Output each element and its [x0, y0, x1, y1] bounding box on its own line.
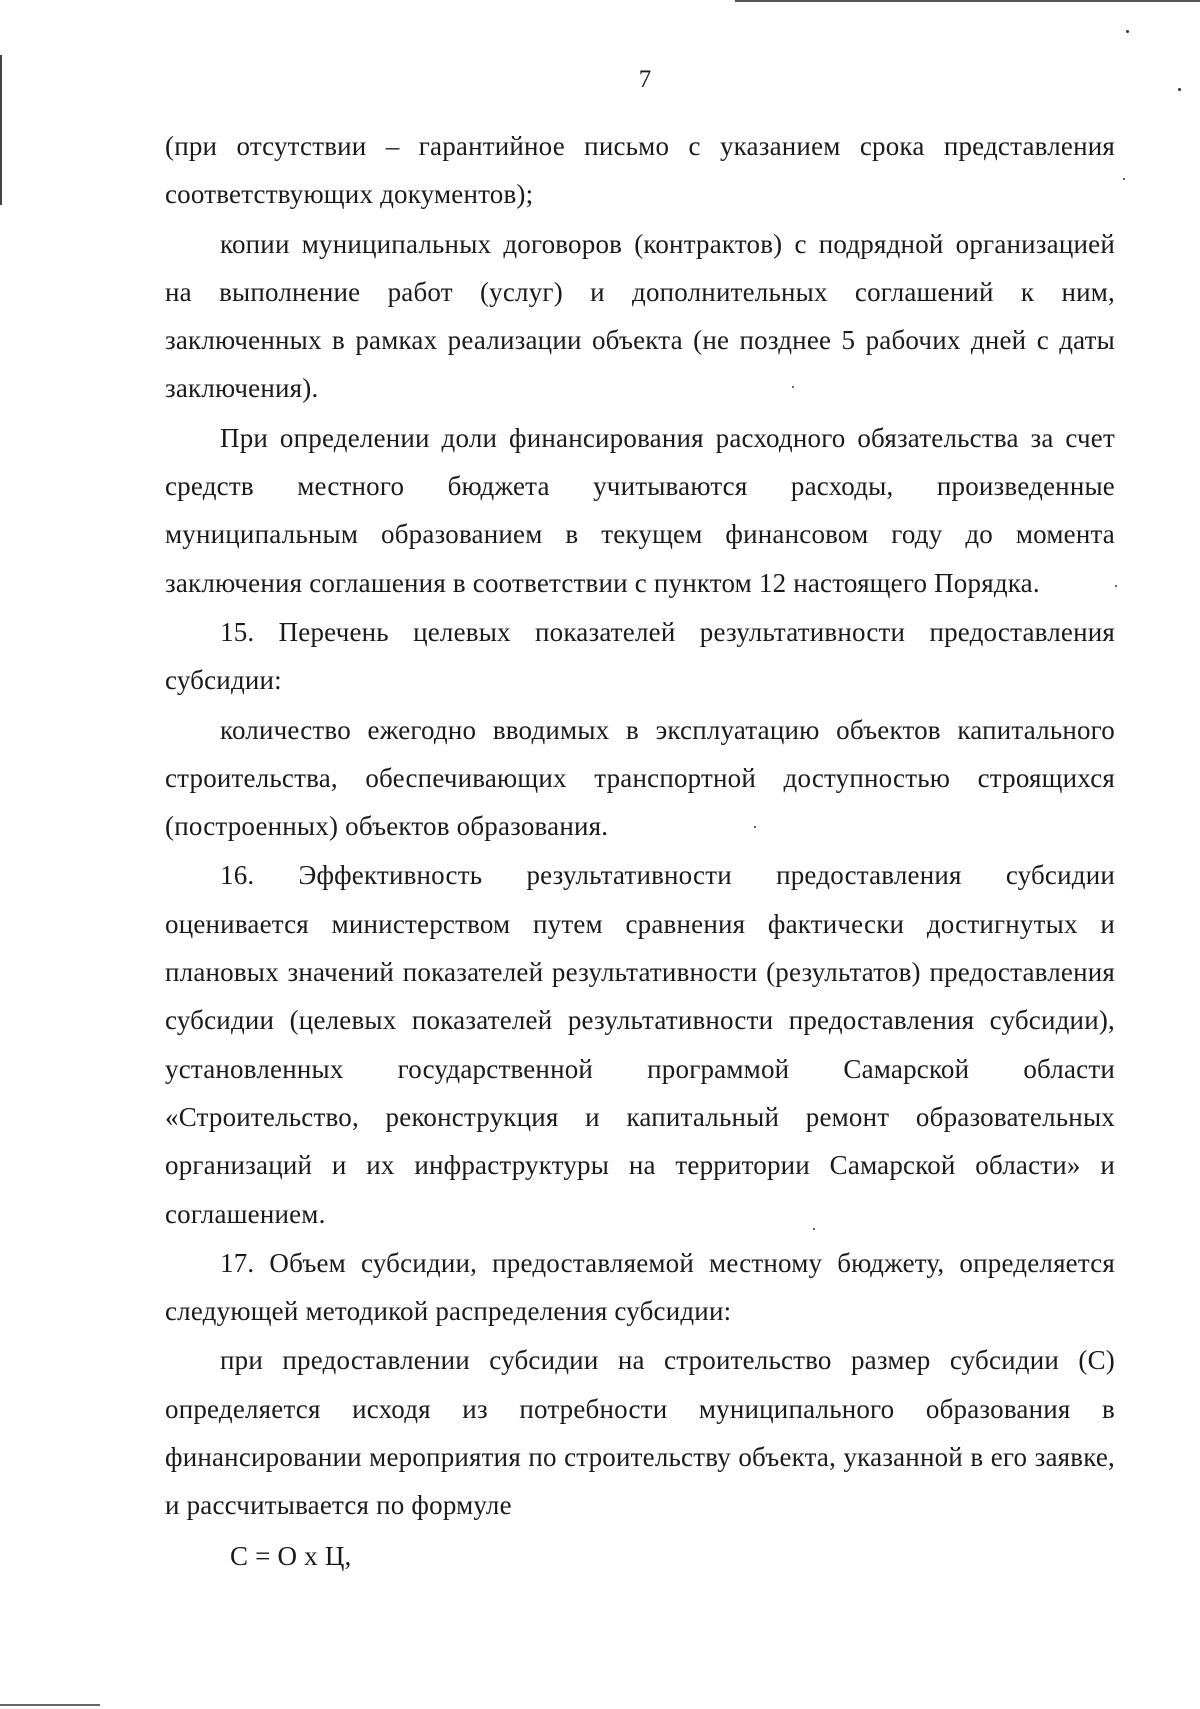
scan-edge-line: [0, 1704, 100, 1706]
scan-speck: [1126, 30, 1129, 33]
scan-speck: [1115, 585, 1117, 587]
formula: С = О х Ц,: [230, 1540, 352, 1571]
paragraph: копии муниципальных договоров (контрактов) с подрядной организацией на выполнение работ (услуг) и дополнительных соглашений к ним, заключенных в рамках реализации объекта (не позднее 5 рабочих дней с даты заключения).: [165, 228, 1115, 404]
paragraph: 15. Перечень целевых показателей результативности предоставления субсидии:: [165, 616, 1115, 696]
paragraph: количество ежегодно вводимых в эксплуатацию объектов капитального строительства, обеспечивающих транспортной доступностью строящихся (построенных) объектов образования.: [165, 714, 1115, 842]
paragraph: 16. Эффективность результативности предоставления субсидии оценивается министерством путем сравнения фактически достигнутых и плановых значений показателей результативности (результатов) предоставления субсидии (целевых показателей результативности предоставления субсидии), установленных государственной программой Самарской области «Строительство, реконструкция и капитальный ремонт образовательных организаций и их инфраструктуры на территории Самарской области» и соглашением.: [165, 860, 1115, 1229]
paragraph: (при отсутствии – гарантийное письмо с указанием срока представления соответствующих документов);: [165, 131, 1115, 210]
scan-edge-line: [735, 0, 1200, 2]
paragraph: При определении доли финансирования расходного обязательства за счет средств местного бюджета учитываются расходы, произведенные муниципальным образованием в текущем финансовом году до момента заключения соглашения в соответствии с пунктом 12 настоящего Порядка.: [165, 422, 1115, 598]
paragraph: 17. Объем субсидии, предоставляемой местному бюджету, определяется следующей методикой распределения субсидии:: [165, 1247, 1115, 1327]
page-number: 7: [638, 66, 652, 93]
document-body: [165, 122, 1115, 1580]
paragraph: при предоставлении субсидии на строительство размер субсидии (С) определяется исходя из потребности муниципального образования в финансировании мероприятия по строительству объекта, указанной в его заявке, и рассчитывается по формуле: [165, 1345, 1115, 1521]
scan-speck: [1123, 178, 1125, 180]
